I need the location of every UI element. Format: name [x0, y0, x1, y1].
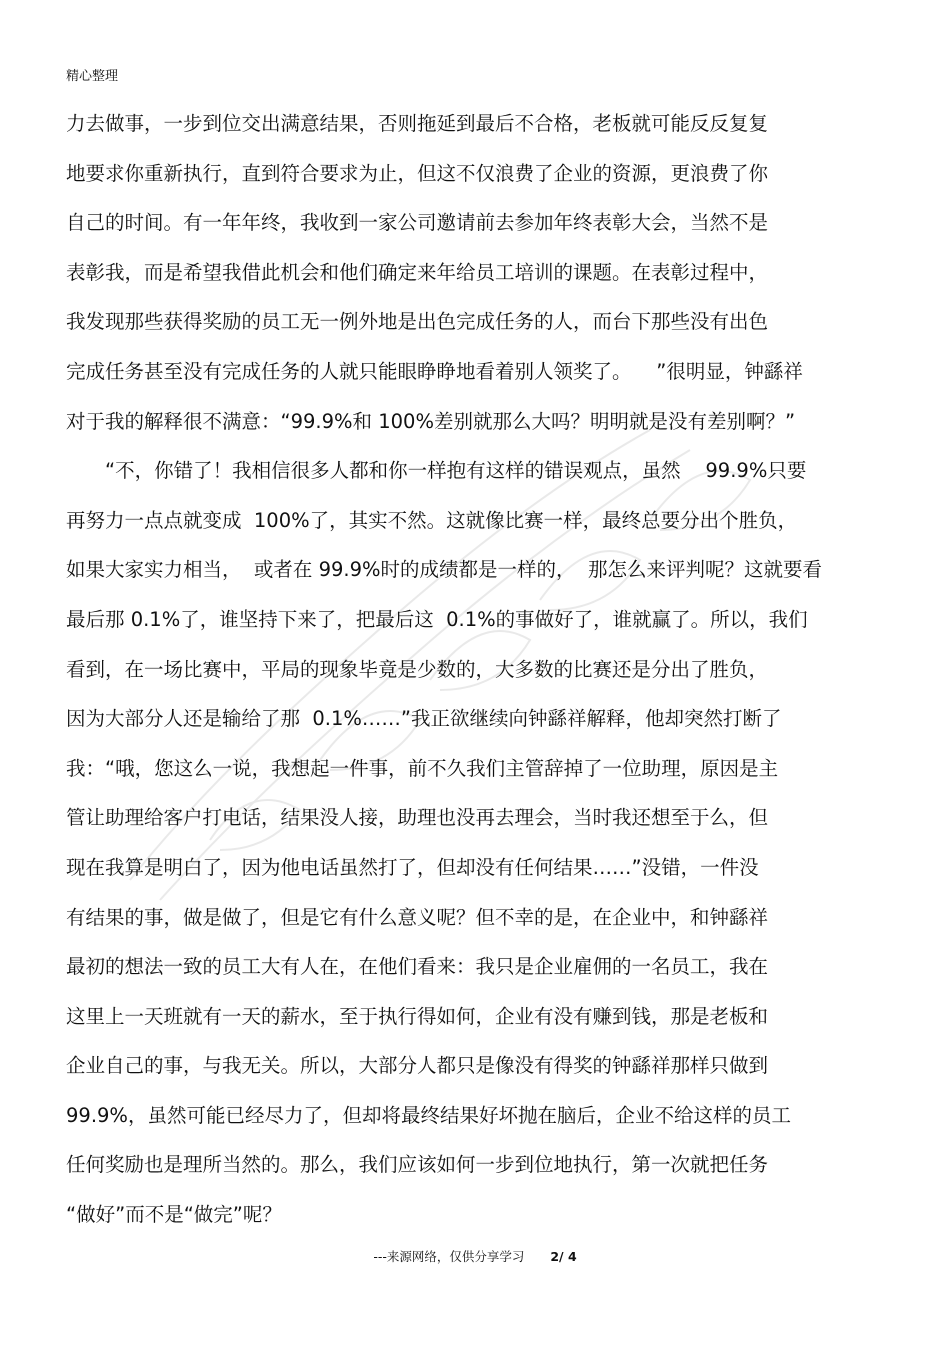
page-footer	[0, 1248, 950, 1266]
text-line: 管让助理给客户打电话，结果没人接，助理也没再去理会，当时我还想至于么，但	[66, 806, 769, 830]
source-note: ---来源网络，仅供分享学习	[373, 1249, 525, 1264]
text-line: 地要求你重新执行，直到符合要求为止，但这不仅浪费了企业的资源，更浪费了你	[66, 161, 769, 185]
text-line: 最后那 0.1%了，谁坚持下来了，把最后这 0.1%的事做好了，谁就赢了。所以，我们	[66, 607, 808, 631]
text-line: 对于我的解释很不满意：“99.9%和 100%差别就那么大吗？明明就是没有差别啊？”	[66, 409, 796, 433]
text-line: 这里上一天班就有一天的薪水，至于执行得如何，企业有没有赚到钱，那是老板和	[66, 1004, 769, 1028]
text-line: 现在我算是明白了，因为他电话虽然打了，但却没有任何结果……”没错，一件没	[66, 855, 759, 879]
page-header: 精心整理	[66, 69, 119, 84]
text-line: 我发现那些获得奖励的员工无一例外地是出色完成任务的人，而台下那些没有出色	[66, 310, 769, 334]
text-line: “做好”而不是“做完”呢？	[66, 1203, 282, 1227]
text-line: 任何奖励也是理所当然的。那么，我们应该如何一步到位地执行，第一次就把任务	[66, 1153, 769, 1177]
text-line: 99.9%，虽然可能已经尽力了，但却将最终结果好坏抛在脑后，企业不给这样的员工	[66, 1103, 791, 1127]
text-line: 力去做事，一步到位交出满意结果，否则拖延到最后不合格，老板就可能反反复复	[66, 112, 769, 135]
text-line: 表彰我，而是希望我借此机会和他们确定来年给员工培训的课题。在表彰过程中，	[66, 260, 769, 284]
text-line: 自己的时间。有一年年终，我收到一家公司邀请前去参加年终表彰大会，当然不是	[66, 211, 769, 235]
text-line: 看到，在一场比赛中，平局的现象毕竟是少数的，大多数的比赛还是分出了胜负，	[66, 657, 769, 681]
body-text	[66, 99, 886, 1240]
text-line: 我：“哦，您这么一说，我想起一件事，前不久我们主管辞掉了一位助理，原因是主	[66, 756, 779, 780]
text-line: 有结果的事，做是做了，但是它有什么意义呢？但不幸的是，在企业中，和钟繇祥	[66, 905, 769, 929]
text-line: 再努力一点点就变成 100%了，其实不然。这就像比赛一样，最终总要分出个胜负，	[66, 508, 798, 532]
text-line: “不，你错了！我相信很多人都和你一样抱有这样的错误观点，虽然 99.9%只要	[105, 459, 807, 483]
text-line: 企业自己的事，与我无关。所以，大部分人都只是像没有得奖的钟繇祥那样只做到	[66, 1054, 769, 1078]
page-number: 2/ 4	[550, 1249, 577, 1264]
text-line: 因为大部分人还是输给了那 0.1%……”我正欲继续向钟繇祥解释，他却突然打断了	[66, 707, 782, 731]
text-line: 如果大家实力相当， 或者在 99.9%时的成绩都是一样的， 那怎么来评判呢？这就要看	[66, 558, 822, 582]
text-line: 完成任务甚至没有完成任务的人就只能眼睁睁地看着别人领奖了。 ”很明显，钟繇祥	[66, 359, 803, 383]
text-line: 最初的想法一致的员工大有人在，在他们看来：我只是企业雇佣的一名员工，我在	[66, 955, 769, 979]
